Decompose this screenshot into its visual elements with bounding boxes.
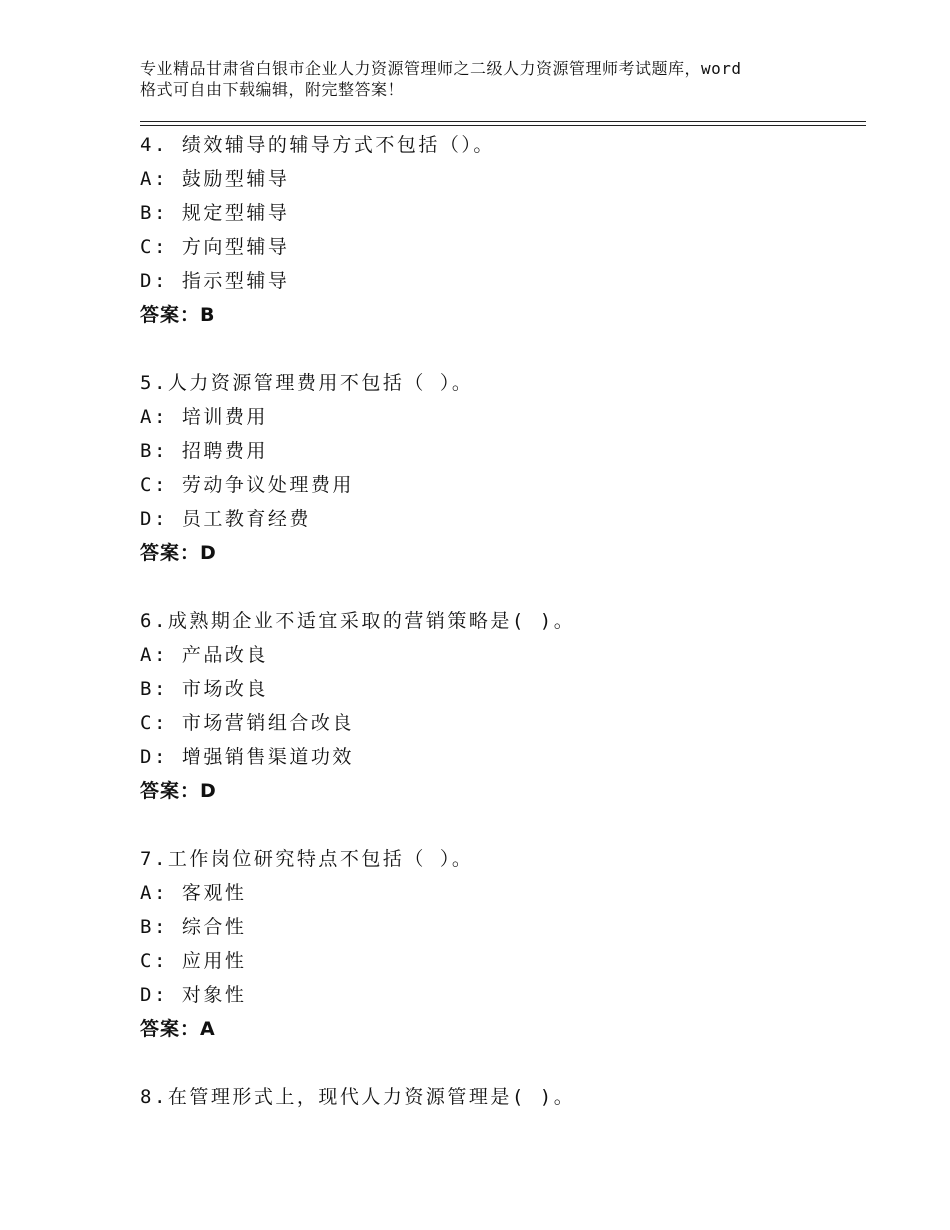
question-4 [140,128,866,332]
question-stem: 8.在管理形式上，现代人力资源管理是( )。 [140,1086,576,1108]
question-stem: 4. 绩效辅导的辅导方式不包括（）。 [140,134,495,156]
answer-line: 答案：D [140,780,217,802]
option-d: D: 对象性 [140,984,247,1006]
option-b: B: 规定型辅导 [140,202,290,224]
question-6 [140,604,866,808]
option-c: C: 应用性 [140,950,247,972]
option-b: B: 综合性 [140,916,247,938]
header-line-1: 专业精品甘肃省白银市企业人力资源管理师之二级人力资源管理师考试题库，word [140,59,742,78]
option-d: D: 增强销售渠道功效 [140,746,354,768]
answer-line: 答案：D [140,542,217,564]
question-list [140,128,866,1114]
option-a: A: 鼓励型辅导 [140,168,290,190]
question-stem: 7.工作岗位研究特点不包括（ ）。 [140,848,474,870]
header-line-2: 格式可自由下载编辑，附完整答案！ [140,80,405,99]
option-c: C: 方向型辅导 [140,236,290,258]
question-5 [140,366,866,570]
option-d: D: 员工教育经费 [140,508,311,530]
question-7 [140,842,866,1046]
answer-line: 答案：A [140,1018,216,1040]
question-stem: 6.成熟期企业不适宜采取的营销策略是( )。 [140,610,576,632]
header-divider-bottom [140,125,866,126]
option-d: D: 指示型辅导 [140,270,290,292]
option-a: A: 培训费用 [140,406,268,428]
question-8 [140,1080,866,1114]
option-a: A: 产品改良 [140,644,268,666]
option-b: B: 市场改良 [140,678,268,700]
header-divider-top [140,121,866,122]
option-b: B: 招聘费用 [140,440,268,462]
question-stem: 5.人力资源管理费用不包括（ ）。 [140,372,474,394]
option-c: C: 劳动争议处理费用 [140,474,354,496]
document-header [140,58,840,100]
option-a: A: 客观性 [140,882,247,904]
answer-line: 答案：B [140,304,216,326]
option-c: C: 市场营销组合改良 [140,712,354,734]
